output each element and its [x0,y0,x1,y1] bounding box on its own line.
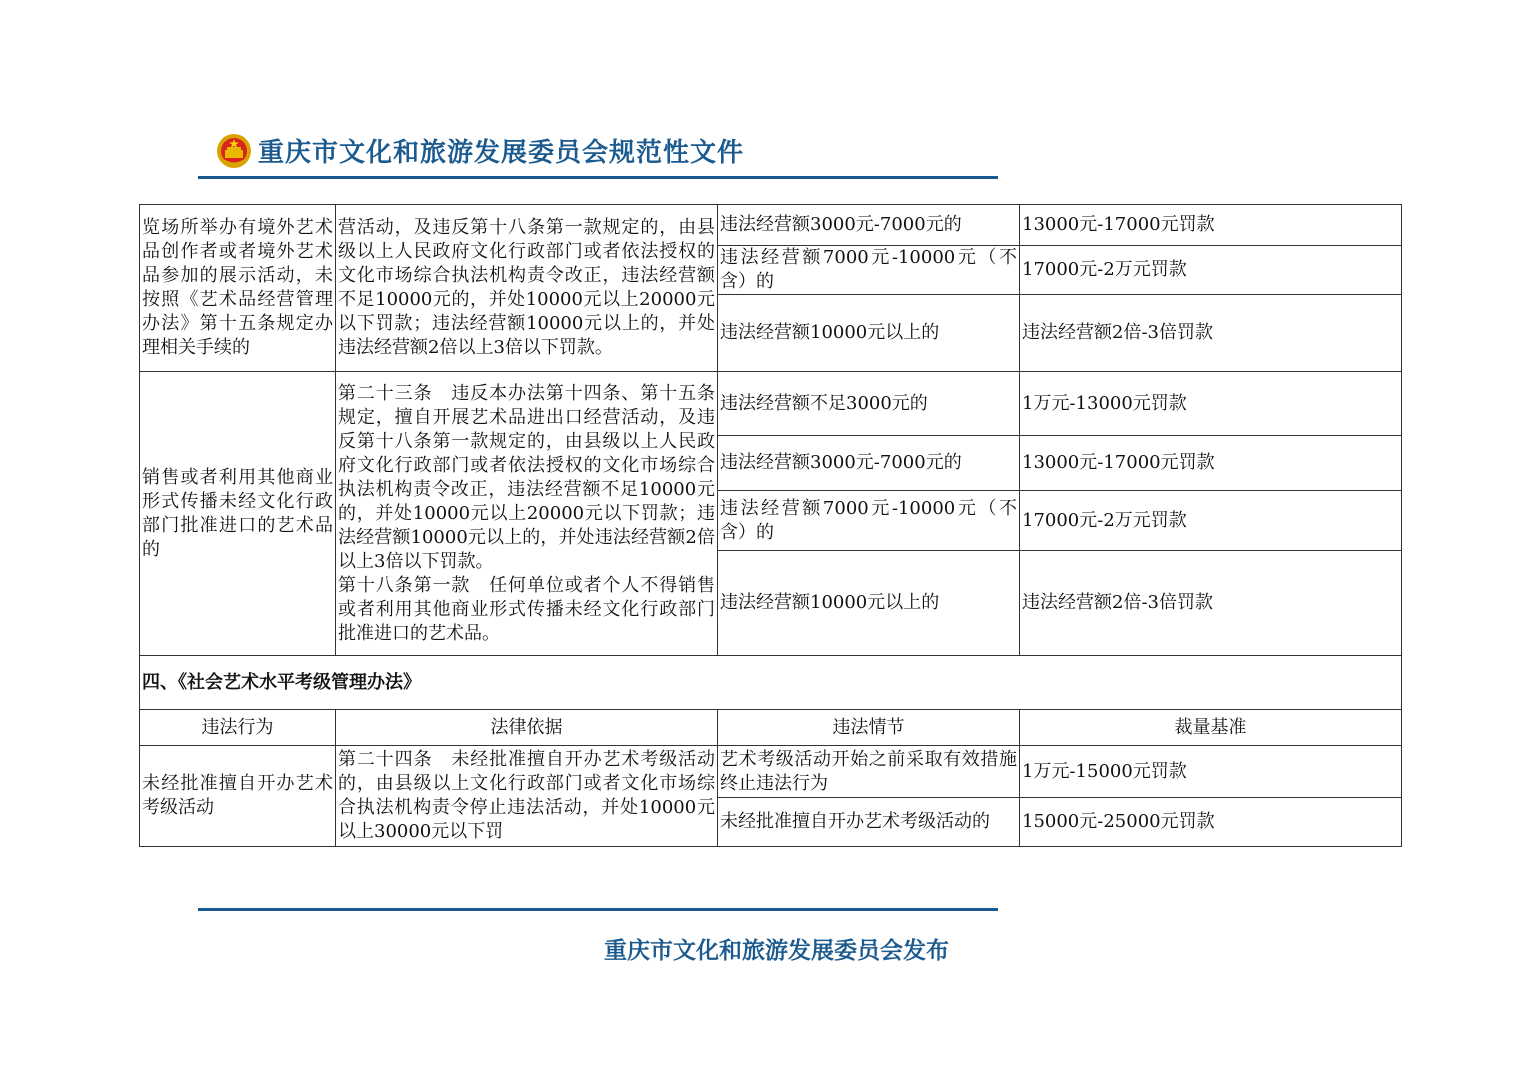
column-header: 违法行为 [140,710,336,746]
column-header: 裁量基准 [1020,710,1402,746]
penalty-cell: 违法经营额2倍-3倍罚款 [1020,551,1402,656]
table-row [140,205,1402,246]
header-rule [198,176,998,179]
legal-basis-article-18: 第十八条第一款 任何单位或者个人不得销售或者利用其他商业形式传播未经文化行政部门批准进口的艺术品。 [338,574,715,644]
penalty-cell: 13000元-17000元罚款 [1020,436,1402,491]
section-heading-row [140,656,1402,710]
legal-basis-cell [336,372,718,656]
footer-rule [198,908,998,911]
violation-act-cell: 销售或者利用其他商业形式传播未经文化行政部门批准进口的艺术品的 [140,372,336,656]
header-title: 重庆市文化和旅游发展委员会规范性文件 [258,138,745,168]
footer-publisher: 重庆市文化和旅游发展委员会发布 [604,938,949,964]
penalty-table [139,204,1402,847]
legal-basis-article-23: 第二十三条 违反本办法第十四条、第十五条规定，擅自开展艺术品进出口经营活动，及违反第十八条第一款规定的，由县级以上人民政府文化行政部门或者依法授权的文化市场综合执法机构责令改正，违法经营额不足10000元的，并处10000元以上20000元以下罚款；违法经营额10000元以上的，并处违法经营额2倍以上3倍以下罚款。 [338,382,715,572]
penalty-cell: 15000元-25000元罚款 [1020,798,1402,847]
circumstance-cell: 违法经营额3000元-7000元的 [718,205,1020,246]
circumstance-cell: 违法经营额10000元以上的 [718,551,1020,656]
national-emblem-icon [216,133,252,169]
circumstance-cell: 违法经营额10000元以上的 [718,295,1020,372]
penalty-cell: 13000元-17000元罚款 [1020,205,1402,246]
penalty-cell: 17000元-2万元罚款 [1020,491,1402,551]
column-header: 违法情节 [718,710,1020,746]
violation-act-cell: 未经批准擅自开办艺术考级活动 [140,746,336,847]
penalty-cell: 1万元-13000元罚款 [1020,372,1402,436]
section-title: 四、《社会艺术水平考级管理办法》 [140,656,1402,710]
column-header: 法律依据 [336,710,718,746]
circumstance-cell: 违法经营额7000元-10000元（不含）的 [718,491,1020,551]
table-row [140,746,1402,798]
penalty-cell: 违法经营额2倍-3倍罚款 [1020,295,1402,372]
circumstance-cell: 艺术考级活动开始之前采取有效措施终止违法行为 [718,746,1020,798]
violation-act-cell: 览场所举办有境外艺术品创作者或者境外艺术品参加的展示活动，未按照《艺术品经营管理办法》第十五条规定办理相关手续的 [140,205,336,372]
legal-basis-cell: 第二十四条 未经批准擅自开办艺术考级活动的，由县级以上文化行政部门或者文化市场综合执法机构责令停止违法活动，并处10000元以上30000元以下罚 [336,746,718,847]
document-header [216,132,744,169]
circumstance-cell: 违法经营额3000元-7000元的 [718,436,1020,491]
circumstance-cell: 违法经营额不足3000元的 [718,372,1020,436]
table-row [140,372,1402,436]
penalty-cell: 1万元-15000元罚款 [1020,746,1402,798]
circumstance-cell: 违法经营额7000元-10000元（不含）的 [718,246,1020,295]
legal-basis-cell: 营活动，及违反第十八条第一款规定的，由县级以上人民政府文化行政部门或者依法授权的文化市场综合执法机构责令改正，违法经营额不足10000元的，并处10000元以上20000元以下罚款；违法经营额10000元以上的，并处违法经营额2倍以上3倍以下罚款。 [336,205,718,372]
penalty-cell: 17000元-2万元罚款 [1020,246,1402,295]
circumstance-cell: 未经批准擅自开办艺术考级活动的 [718,798,1020,847]
column-header-row [140,710,1402,746]
